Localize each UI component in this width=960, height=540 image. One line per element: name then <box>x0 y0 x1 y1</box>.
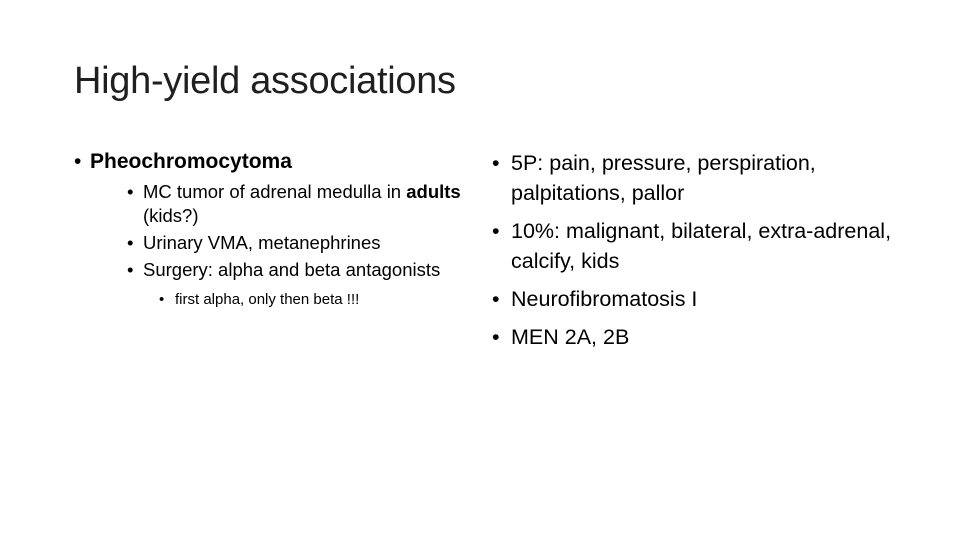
bullet-icon: • <box>127 232 134 253</box>
left-column <box>74 148 464 316</box>
bullet-icon: • <box>492 219 500 243</box>
list-item-pheochromocytoma <box>74 148 464 310</box>
bullet-icon: • <box>159 291 165 308</box>
list-item-urinary-vma <box>127 231 464 255</box>
heading-pheochromocytoma: Pheochromocytoma <box>90 150 292 173</box>
bullet-icon: • <box>127 181 134 202</box>
surgery-text: Surgery: alpha and beta antagonists <box>143 259 441 280</box>
first-alpha-text: first alpha, only then beta !!! <box>175 291 360 308</box>
right-column <box>492 148 902 360</box>
men-text: MEN 2A, 2B <box>511 325 630 349</box>
10-percent-text: 10%: malignant, bilateral, extra-adrenal, calcify, kids <box>511 219 892 273</box>
slide-title: High-yield associations <box>74 60 456 102</box>
neurofibromatosis-text: Neurofibromatosis I <box>511 287 698 311</box>
list-item-neurofibromatosis <box>492 284 902 314</box>
sublist-pheochromocytoma <box>90 180 464 310</box>
bullet-icon: • <box>492 151 500 175</box>
list-item-10-percent <box>492 216 902 276</box>
list-item-first-alpha <box>159 290 464 310</box>
adults-bold-text: adults <box>406 181 461 202</box>
sublist-surgery <box>143 290 464 310</box>
list-item-5p <box>492 148 902 208</box>
kids-text: (kids?) <box>143 205 199 226</box>
list-item-surgery <box>127 258 464 310</box>
bullet-icon: • <box>492 287 500 311</box>
list-item-men <box>492 322 902 352</box>
mc-tumor-text: MC tumor of adrenal medulla in <box>143 181 407 202</box>
urinary-vma-text: Urinary VMA, metanephrines <box>143 232 381 253</box>
list-item-mc-tumor <box>127 180 464 228</box>
bullet-icon: • <box>127 259 134 280</box>
bullet-icon: • <box>492 325 500 349</box>
bullet-icon: • <box>74 150 82 173</box>
5p-text: 5P: pain, pressure, perspiration, palpitations, pallor <box>511 151 816 205</box>
